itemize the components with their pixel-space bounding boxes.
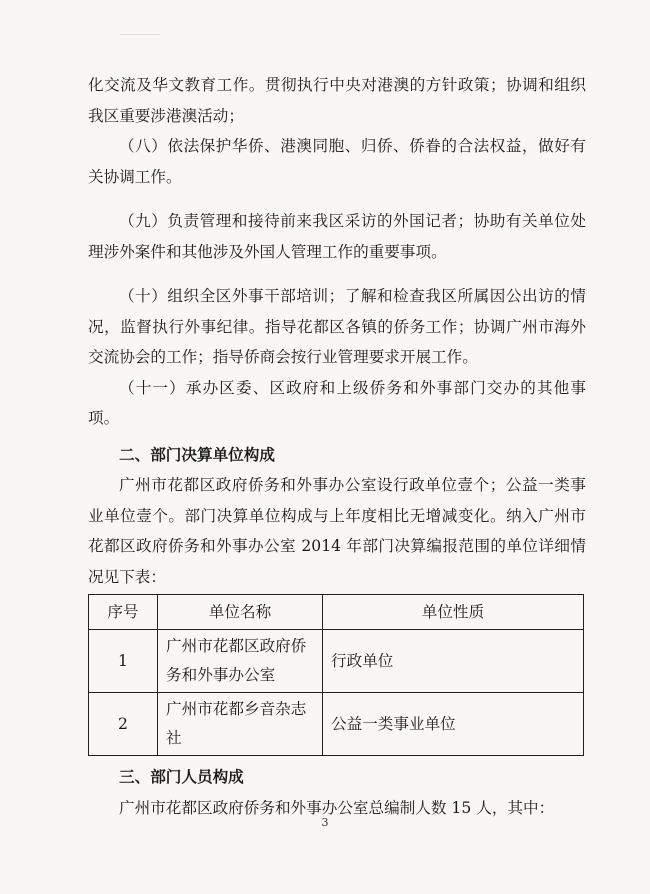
page-number: 3 (321, 816, 329, 829)
paragraph-item-10: （十）组织全区外事干部培训；了解和检查我区所属因公出访的情况，监督执行外事纪律。指导花都区各镇的侨务工作；协调广州市海外交流协会的工作；指导侨商会按行业管理要求开展工作。 (88, 287, 586, 366)
paragraph-continuation: 化交流及华文教育工作。贯彻执行中央对港澳的方针政策；协调和组织我区重要涉港澳活动； (88, 76, 586, 125)
cell-unit-name: 广州市花都乡音杂志社 (158, 693, 323, 756)
cell-unit-type: 公益一类事业单位 (323, 693, 584, 756)
header-unit-name: 单位名称 (158, 595, 323, 630)
cell-unit-name: 广州市花都区政府侨务和外事办公室 (158, 630, 323, 693)
paragraph-unit-composition: 广州市花都区政府侨务和外事办公室设行政单位壹个；公益一类事业单位壹个。部门决算单位构成与上年度相比无增减变化。纳入广州市花都区政府侨务和外事办公室 2014 年部门决算编报范围的单位详细情况见下表： (88, 476, 586, 586)
section-heading-3: 三、部门人员构成 (119, 767, 244, 786)
header-unit-type: 单位性质 (323, 595, 584, 630)
unit-table (88, 594, 584, 756)
header-seq: 序号 (89, 595, 158, 630)
table-row (89, 630, 584, 693)
paragraph-item-11: （十一）承办区委、区政府和上级侨务和外事部门交办的其他事项。 (88, 378, 586, 427)
scan-mark (120, 34, 160, 35)
cell-seq: 2 (89, 693, 158, 756)
cell-unit-type: 行政单位 (323, 630, 584, 693)
paragraph-staffing: 广州市花都区政府侨务和外事办公室总编制人数 15 人，其中： (119, 798, 555, 817)
table-row (89, 693, 584, 756)
section-heading-2: 二、部门决算单位构成 (119, 444, 275, 464)
paragraph-item-9: （九）负责管理和接待前来我区采访的外国记者；协助有关单位处理涉外案件和其他涉及外国人管理工作的重要事项。 (88, 212, 586, 261)
document-body (88, 70, 586, 823)
table-header-row (89, 595, 584, 630)
cell-seq: 1 (89, 630, 158, 693)
paragraph-item-8: （八）依法保护华侨、港澳同胞、归侨、侨眷的合法权益，做好有关协调工作。 (88, 137, 586, 186)
